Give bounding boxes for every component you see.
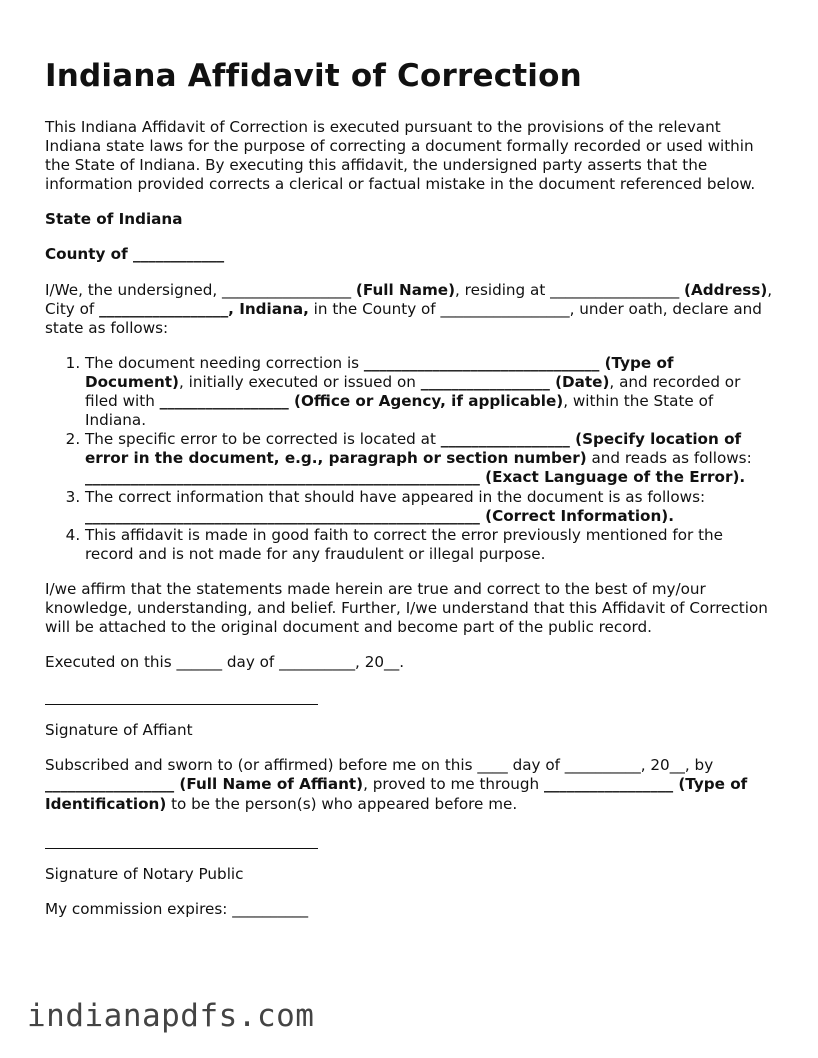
list-item: 2. The specific error to be corrected is located at _________________ (Specify location of error in the document, e.g., paragraph or section number) and reads as follows: ____________________________________________________ (Exact Language of the Error). [85,430,776,487]
list-item: 1. The document needing correction is _______________________________ (Type of Document), initially executed or issued on _________________ (Date), and recorded or filed with _________________ (Office or Agency, if applicable), within the State of Indiana. [85,354,776,430]
county-heading: County of ____________ [45,245,225,264]
list-item: 4. This affidavit is made in good faith to correct the error previously mentioned for the record and is not made for any fraudulent or illegal purpose. [85,526,776,564]
subscribed-paragraph: Subscribed and sworn to (or affirmed) before me on this ____ day of __________, 20__, by _________________ (Full Name of Affiant), proved to me through _________________ (Type of Identification) to be the person(s) who appeared before me. [45,756,748,813]
document-title: Indiana Affidavit of Correction [45,58,582,94]
intro-paragraph: This Indiana Affidavit of Correction is executed pursuant to the provisions of the relevant Indiana state laws for the purpose of correcting a document formally recorded or used within the State of Indiana. By executing this affidavit, the undersigned party asserts that the information provided corrects a clerical or factual mistake in the document referenced below. [45,118,756,194]
site-watermark: indianapdfs.com [27,998,315,1034]
state-heading: State of Indiana [45,210,183,229]
list-item: 3. The correct information that should have appeared in the document is as follows: ____________________________________________________ (Correct Information). [85,488,776,526]
document-body [45,118,776,919]
declaration-list [45,354,776,564]
affiant-signature-line [45,686,318,705]
notary-signature-line [45,830,318,849]
executed-line: Executed on this ______ day of __________, 20__. [45,653,405,672]
affirmation-paragraph: I/we affirm that the statements made herein are true and correct to the best of my/our knowledge, understanding, and belief. Further, I/we understand that this Affidavit of Correction will be attached to the original document and become part of the public record. [45,579,768,637]
commission-line: My commission expires: __________ [45,899,309,918]
affiant-signature-label: Signature of Affiant [45,721,193,740]
declarant-paragraph: I/We, the undersigned, _________________ (Full Name), residing at _________________ (Address), City of _________________, Indiana, in the County of _________________, under oath, declare and state as follows: [45,280,773,337]
notary-signature-label: Signature of Notary Public [45,864,244,883]
